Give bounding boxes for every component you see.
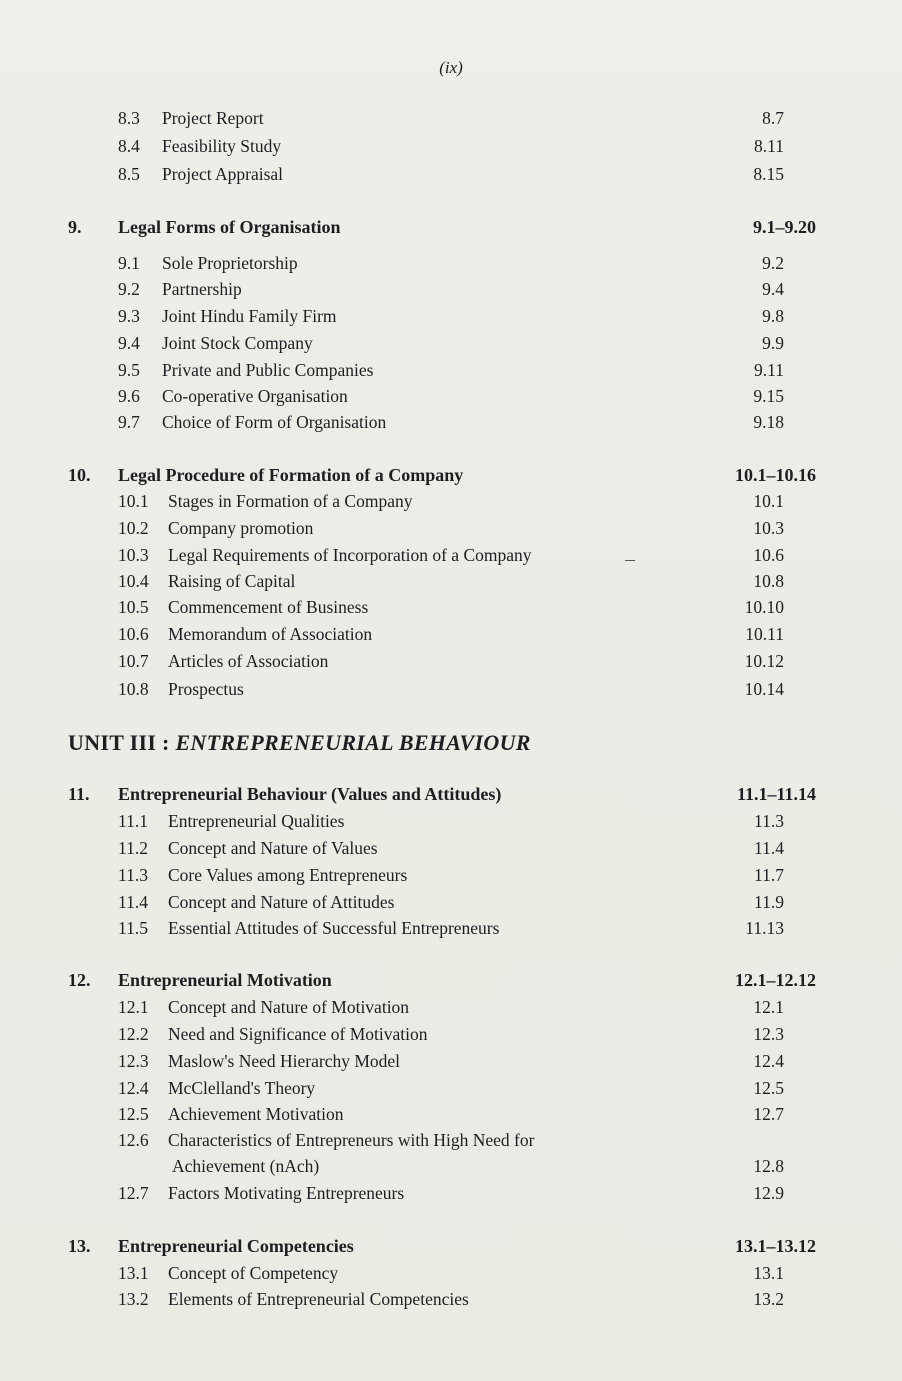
section-row (0, 133, 902, 159)
section-row (0, 862, 902, 888)
chapter-title: Legal Forms of Organisation (118, 217, 341, 237)
section-page: 11.3 (754, 811, 784, 831)
unit-name: ENTREPRENEURIAL BEHAVIOUR (175, 730, 531, 755)
chapter-number: 10. (68, 465, 91, 485)
section-title: Legal Requirements of Incorporation of a Company (168, 545, 532, 565)
section-number: 9.7 (118, 412, 140, 432)
chapter-title: Entrepreneurial Motivation (118, 970, 332, 990)
section-page: 10.6 (753, 545, 784, 565)
section-title: Achievement Motivation (168, 1104, 344, 1124)
section-page: 12.7 (753, 1104, 784, 1124)
section-page: 10.14 (744, 679, 784, 699)
section-title: Core Values among Entrepreneurs (168, 865, 408, 885)
section-number: 12.2 (118, 1024, 149, 1044)
section-row (0, 808, 902, 834)
section-number: 11.3 (118, 865, 148, 885)
section-title: Joint Hindu Family Firm (162, 306, 337, 326)
section-number: 9.5 (118, 360, 140, 380)
section-number: 12.3 (118, 1051, 149, 1071)
section-page: 10.10 (744, 597, 784, 617)
section-title: Characteristics of Entrepreneurs with High Need for (168, 1130, 535, 1150)
chapter-page-range: 11.1–11.14 (736, 784, 816, 804)
section-row (0, 1075, 902, 1101)
section-title: Private and Public Companies (162, 360, 374, 380)
section-number: 12.5 (118, 1104, 149, 1124)
section-page: 10.1 (753, 491, 784, 511)
section-row (0, 594, 902, 620)
section-page: 12.5 (753, 1078, 784, 1098)
section-row (0, 303, 902, 329)
chapter-row (0, 1233, 902, 1259)
section-row (0, 648, 902, 674)
unit-label: UNIT III : (68, 730, 170, 755)
chapter-title: Entrepreneurial Competencies (118, 1236, 354, 1256)
section-row (0, 621, 902, 647)
section-row (0, 915, 902, 941)
section-title: Elements of Entrepreneurial Competencies (168, 1289, 469, 1309)
section-page: 12.4 (753, 1051, 784, 1071)
section-row (0, 383, 902, 409)
section-number: 10.8 (118, 679, 149, 699)
section-row (0, 1180, 902, 1206)
section-row (0, 161, 902, 187)
section-number: 11.2 (118, 838, 148, 858)
section-number: 12.6 (118, 1130, 149, 1150)
section-page: 12.3 (753, 1024, 784, 1044)
section-page: 9.18 (753, 412, 784, 432)
section-title: Concept and Nature of Values (168, 838, 378, 858)
section-page: 8.15 (753, 164, 784, 184)
section-page: 9.2 (762, 253, 784, 273)
chapter-page-range: 12.1–12.12 (735, 970, 816, 990)
section-page: 11.13 (745, 918, 784, 938)
section-title: Concept and Nature of Motivation (168, 997, 410, 1017)
section-page: 10.11 (745, 624, 784, 644)
section-row (0, 676, 902, 702)
chapter-number: 13. (68, 1236, 91, 1256)
section-title: Project Report (162, 108, 264, 128)
page-number: (ix) (439, 58, 463, 77)
section-row (0, 1048, 902, 1074)
section-number: 11.4 (118, 892, 148, 912)
section-title: Prospectus (168, 679, 244, 699)
stray-dash-mark (625, 560, 635, 561)
chapter-row (0, 781, 902, 807)
section-page: 8.7 (762, 108, 784, 128)
section-title: Partnership (162, 279, 242, 299)
section-row (0, 1021, 902, 1047)
section-title: Need and Significance of Motivation (168, 1024, 428, 1044)
section-number: 9.1 (118, 253, 140, 273)
section-number: 9.4 (118, 333, 140, 353)
section-title: Essential Attitudes of Successful Entrepreneurs (168, 918, 500, 938)
chapter-number: 11. (68, 784, 90, 804)
section-row (0, 105, 902, 131)
section-title: Company promotion (168, 518, 314, 538)
chapter-page-range: 13.1–13.12 (735, 1236, 816, 1256)
chapter-row (0, 214, 902, 240)
section-number: 10.5 (118, 597, 149, 617)
section-title: Project Appraisal (162, 164, 284, 184)
section-title: Entrepreneurial Qualities (168, 811, 345, 831)
section-row (0, 1260, 902, 1286)
section-number: 10.1 (118, 491, 149, 511)
unit-heading (68, 730, 531, 756)
chapter-title: Legal Procedure of Formation of a Company (118, 465, 464, 485)
section-number: 10.3 (118, 545, 149, 565)
section-row (0, 1286, 902, 1312)
section-number: 9.3 (118, 306, 140, 326)
section-title: Raising of Capital (168, 571, 296, 591)
section-page: 9.15 (753, 386, 784, 406)
section-number: 10.6 (118, 624, 149, 644)
section-number: 13.2 (118, 1289, 149, 1309)
section-title: Factors Motivating Entrepreneurs (168, 1183, 405, 1203)
section-number: 13.1 (118, 1263, 149, 1283)
section-row (0, 1127, 902, 1179)
section-title: Co-operative Organisation (162, 386, 348, 406)
section-row (0, 568, 902, 594)
section-title: Concept and Nature of Attitudes (168, 892, 395, 912)
section-page: 9.4 (762, 279, 784, 299)
section-number: 12.1 (118, 997, 149, 1017)
section-page: 12.9 (753, 1183, 784, 1203)
section-title-continuation: Achievement (nAch) (172, 1156, 320, 1176)
chapter-page-range: 9.1–9.20 (753, 217, 816, 237)
section-number: 10.7 (118, 651, 149, 671)
section-row (0, 276, 902, 302)
section-number: 10.2 (118, 518, 149, 538)
section-page: 12.1 (753, 997, 784, 1017)
section-title: Choice of Form of Organisation (162, 412, 387, 432)
section-row (0, 409, 902, 435)
section-row (0, 889, 902, 915)
section-page: 12.8 (753, 1156, 784, 1176)
section-page: 9.9 (762, 333, 784, 353)
section-row (0, 542, 902, 568)
section-row (0, 994, 902, 1020)
section-row (0, 515, 902, 541)
section-title: Concept of Competency (168, 1263, 339, 1283)
section-title: Articles of Association (168, 651, 329, 671)
section-page: 13.2 (753, 1289, 784, 1309)
section-number: 9.2 (118, 279, 140, 299)
chapter-row (0, 462, 902, 488)
section-page: 10.3 (753, 518, 784, 538)
section-title: Sole Proprietorship (162, 253, 298, 273)
chapter-number: 12. (68, 970, 91, 990)
section-page: 11.7 (754, 865, 784, 885)
section-number: 10.4 (118, 571, 149, 591)
section-page: 13.1 (753, 1263, 784, 1283)
section-row (0, 1101, 902, 1127)
section-title: Memorandum of Association (168, 624, 373, 644)
section-number: 12.7 (118, 1183, 149, 1203)
section-page: 11.9 (754, 892, 784, 912)
section-number: 8.4 (118, 136, 140, 156)
section-number: 11.1 (118, 811, 148, 831)
section-page: 10.12 (744, 651, 784, 671)
section-title: McClelland's Theory (168, 1078, 316, 1098)
section-row (0, 330, 902, 356)
section-row (0, 357, 902, 383)
chapter-title: Entrepreneurial Behaviour (Values and Attitudes) (118, 784, 502, 804)
chapter-number: 9. (68, 217, 82, 237)
section-number: 9.6 (118, 386, 140, 406)
section-number: 11.5 (118, 918, 148, 938)
section-page: 10.8 (753, 571, 784, 591)
section-page: 8.11 (754, 136, 784, 156)
section-title: Joint Stock Company (162, 333, 313, 353)
chapter-page-range: 10.1–10.16 (735, 465, 816, 485)
section-page: 9.8 (762, 306, 784, 326)
section-page: 11.4 (754, 838, 784, 858)
section-title: Commencement of Business (168, 597, 369, 617)
section-title: Maslow's Need Hierarchy Model (168, 1051, 401, 1071)
section-number: 12.4 (118, 1078, 149, 1098)
chapter-row (0, 967, 902, 993)
section-row (0, 488, 902, 514)
section-title: Stages in Formation of a Company (168, 491, 413, 511)
section-title: Feasibility Study (162, 136, 282, 156)
section-row (0, 250, 902, 276)
section-page: 9.11 (754, 360, 784, 380)
section-row (0, 835, 902, 861)
section-number: 8.3 (118, 108, 140, 128)
section-number: 8.5 (118, 164, 140, 184)
